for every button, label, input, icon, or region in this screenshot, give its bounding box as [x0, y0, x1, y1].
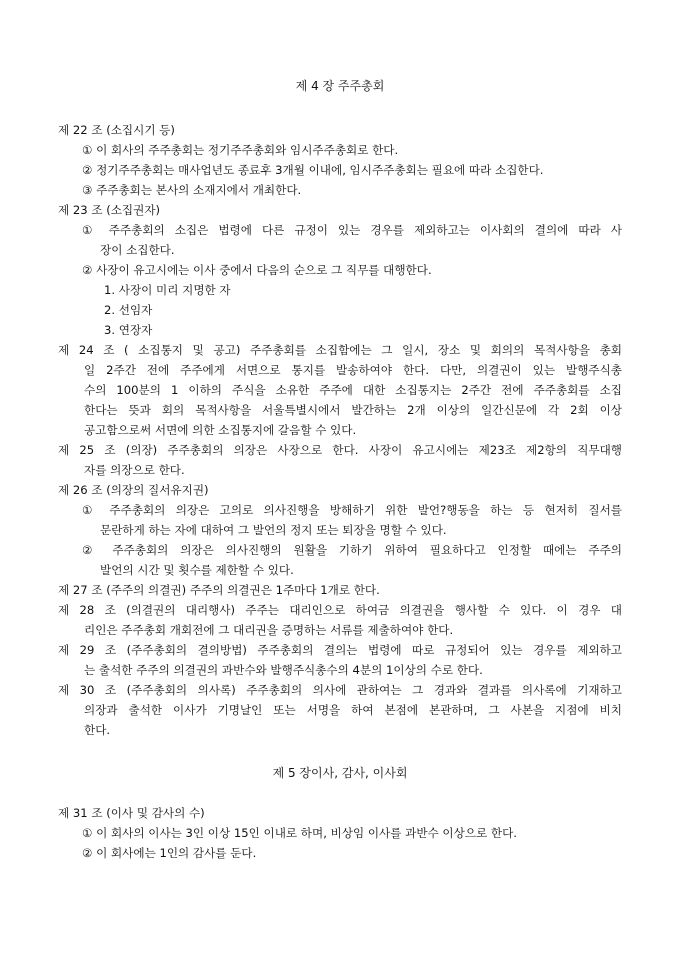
chapter-5-title: 제 5 장이사, 감사, 이사회 [272, 766, 408, 780]
article-30-line-1: 제 30 조 (주주총회의 의사록) 주주총회의 의사에 관하여는 그 경과와 결과를 의사록에 기재하고 [58, 683, 622, 697]
article-22-heading: 제 22 조 (소집시기 등) [58, 123, 175, 137]
article-29-line-2: 는 출석한 주주의 의결권의 과반수와 발행주식총수의 4분의 1이상의 수로 한다. [84, 663, 483, 677]
article-29-line-1: 제 29 조 (주주총회의 결의방법) 주주총회의 결의는 법령에 따로 규정되어 있는 경우를 제외하고 [58, 643, 622, 657]
article-22-item-1: ① 이 회사의 주주총회는 정기주주총회와 임시주주총회로 한다. [82, 143, 399, 157]
article-22-item-3: ③ 주주총회는 본사의 소재지에서 개최한다. [82, 183, 302, 197]
article-23-subitem-1: 1. 사장이 미리 지명한 자 [104, 283, 231, 297]
article-24-line-3: 수의 100분의 1 이하의 주식을 소유한 주주에 대한 소집통지는 2주간 전에 주주총회를 소집 [84, 383, 622, 397]
article-22-item-2: ② 정기주주총회는 매사업년도 종료후 3개월 이내에, 임시주주총회는 필요에 따라 소집한다. [82, 163, 544, 177]
article-23-subitem-2: 2. 선임자 [104, 303, 153, 317]
article-26-item-1-line-1: ① 주주총회의 의장은 고의로 의사진행을 방해하기 위한 발언?행동을 하는 등 현저히 질서를 [82, 503, 622, 517]
article-24-line-2: 일 2주간 전에 주주에게 서면으로 통지를 발송하여야 한다. 다만, 의결권이 있는 발행주식총 [84, 363, 622, 377]
article-24-line-5: 공고함으로써 서면에 의한 소집통지에 갈음할 수 있다. [84, 423, 357, 437]
article-25-line-2: 자를 의장으로 한다. [84, 463, 185, 477]
article-30-line-2: 의장과 출석한 이사가 기명날인 또는 서명을 하여 본점에 본관하며, 그 사본을 지점에 비치 [84, 703, 622, 717]
article-30-line-3: 한다. [84, 723, 111, 737]
chapter-4-title: 제 4 장 주주총회 [295, 79, 385, 93]
article-23-subitem-3: 3. 연장자 [104, 323, 153, 337]
article-24-line-1: 제 24 조 ( 소집통지 및 공고) 주주총회를 소집함에는 그 일시, 장소 및 회의의 목적사항을 총회 [58, 343, 622, 357]
article-26-item-2-line-2: 발언의 시간 및 횟수를 제한할 수 있다. [100, 563, 294, 577]
article-28-line-2: 리인은 주주총회 개회전에 그 대리권을 증명하는 서류를 제출하여야 한다. [84, 623, 454, 637]
article-28-line-1: 제 28 조 (의결권의 대리행사) 주주는 대리인으로 하여금 의결권을 행사할 수 있다. 이 경우 대 [58, 603, 622, 617]
article-31-item-1: ① 이 회사의 이사는 3인 이상 15인 이내로 하며, 비상임 이사를 과반수 이상으로 한다. [82, 826, 517, 840]
article-23-heading: 제 23 조 (소집권자) [58, 203, 161, 217]
article-31-item-2: ② 이 회사에는 1인의 감사를 둔다. [82, 846, 257, 860]
article-26-item-2-line-1: ② 주주총회의 의장은 의사진행의 원활을 기하기 위하여 필요하다고 인정할 때에는 주주의 [82, 543, 622, 557]
article-31-heading: 제 31 조 (이사 및 감사의 수) [58, 806, 205, 820]
article-25-line-1: 제 25 조 (의장) 주주총회의 의장은 사장으로 한다. 사장이 유고시에는 제23조 제2항의 직무대행 [58, 443, 622, 457]
article-23-item-1-line-1: ① 주주총회의 소집은 법령에 다른 규정이 있는 경우를 제외하고는 이사회의 결의에 따라 사 [82, 223, 622, 237]
article-23-item-2: ② 사장이 유고시에는 이사 중에서 다음의 순으로 그 직무를 대행한다. [82, 263, 432, 277]
article-24-line-4: 한다는 뜻과 회의 목적사항을 서울특별시에서 발간하는 2개 이상의 일간신문에 각 2회 이상 [84, 403, 622, 417]
article-27-line-1: 제 27 조 (주주의 의결권) 주주의 의결권은 1주마다 1개로 한다. [58, 583, 380, 597]
article-26-heading: 제 26 조 (의장의 질서유지권) [58, 483, 209, 497]
article-23-item-1-line-2: 장이 소집한다. [100, 243, 175, 257]
article-26-item-1-line-2: 문란하게 하는 자에 대하여 그 발언의 정지 또는 퇴장을 명할 수 있다. [100, 523, 447, 537]
